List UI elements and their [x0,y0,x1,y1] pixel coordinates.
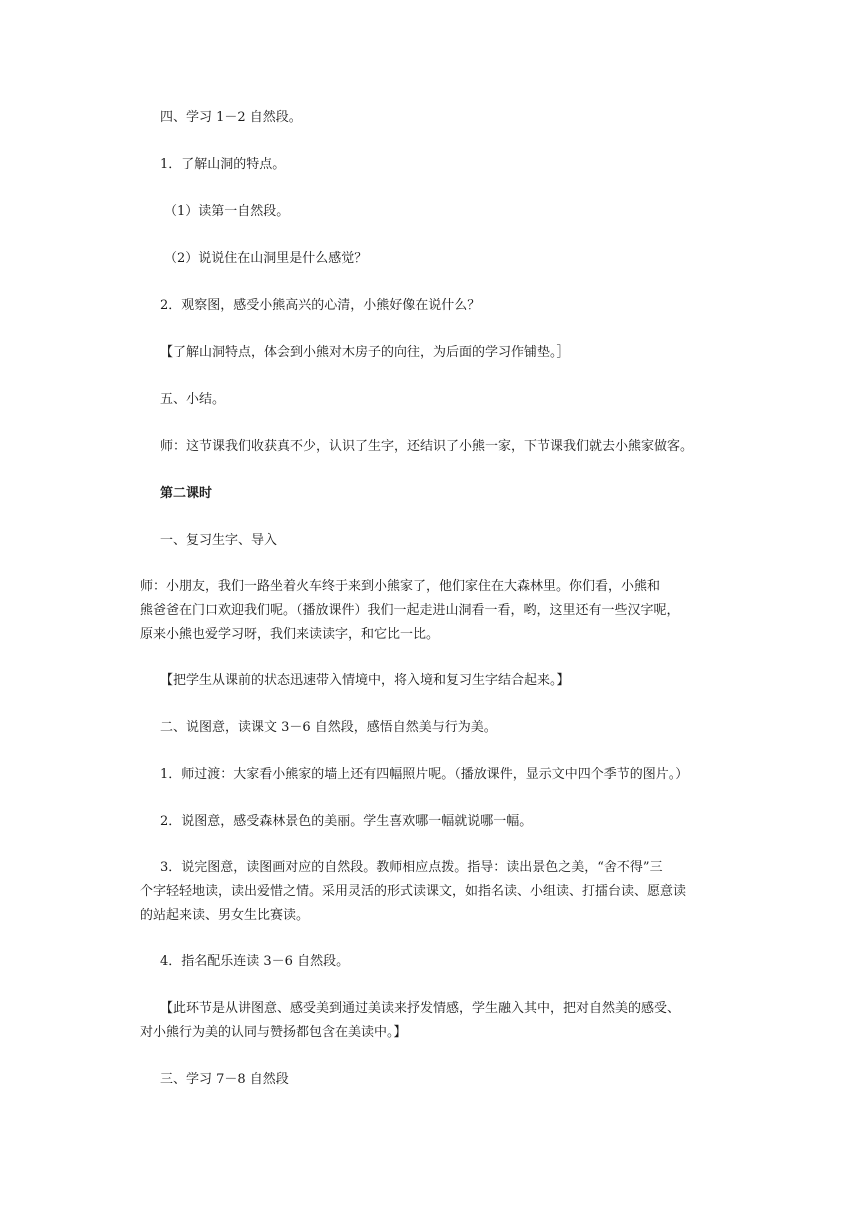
teacher-intro [140,575,740,647]
item-1-2: （2）说说住在山洞里是什么感觉？ [164,251,368,266]
note-step [140,997,740,1045]
item-1-1: （1）读第一自然段。 [164,204,290,219]
teacher-intro-line-3: 原来小熊也爱学习呀，我们来读读字，和它比一比。 [140,627,440,642]
section-heading-2: 二、说图意，读课文 3－6 自然段，感悟自然美与行为美。 [160,720,497,735]
item-2: 2．观察图，感受小熊高兴的心清，小熊好像在说什么？ [160,298,481,313]
item-1: 1．了解山洞的特点。 [160,157,286,172]
note-intro: 【把学生从课前的状态迅速带入情境中，将入境和复习生字结合起来。】 [160,673,570,688]
section-heading-4: 四、学习 1－2 自然段。 [160,110,302,125]
step-3 [140,856,740,928]
step-1: 1．师过渡：大家看小熊家的墙上还有四幅照片呢。（播放课件，显示文中四个季节的图片。） [160,767,689,782]
section-heading-5: 五、小结。 [160,392,226,407]
section-heading-3: 三、学习 7－8 自然段 [160,1072,289,1087]
teacher-summary: 师：这节课我们收获真不少，认识了生字，还结识了小熊一家，下节课我们就去小熊家做客。 [160,439,694,454]
step-4: 4．指名配乐连读 3－6 自然段。 [160,954,350,969]
note-step-line-1: 【此环节是从讲图意、感受美到通过美读来抒发情感，学生融入其中，把对自然美的感受、 [160,1001,681,1016]
step-3-line-2: 个字轻轻地读，读出爱惜之情。采用灵活的形式读课文，如指名读、小组读、打擂台读、愿意读 [140,884,687,899]
step-3-line-1: 3．说完图意，读图画对应的自然段。教师相应点拨。指导：读出景色之美，“舍不得”三 [160,860,663,875]
section-heading-review: 一、复习生字、导入 [160,533,278,548]
teacher-intro-line-2: 熊爸爸在门口欢迎我们呢。（播放课件）我们一起走进山洞看一看，哟，这里还有一些汉字呢， [140,603,680,618]
teacher-intro-line-1: 师：小朋友，我们一路坐着火车终于来到小熊家了，他们家住在大森林里。你们看，小熊和 [140,579,661,594]
lesson-2-heading: 第二课时 [160,486,213,501]
step-2: 2．说图意，感受森林景色的美丽。学生喜欢哪一幅就说哪一幅。 [160,814,533,829]
step-3-line-3: 的站起来读、男女生比赛读。 [140,908,310,923]
note-step-line-2: 对小熊行为美的认同与赞扬都包含在美读中。】 [140,1025,407,1040]
note-cave: 【了解山洞特点，体会到小熊对木房子的向往，为后面的学习作铺垫。］ [160,345,570,360]
